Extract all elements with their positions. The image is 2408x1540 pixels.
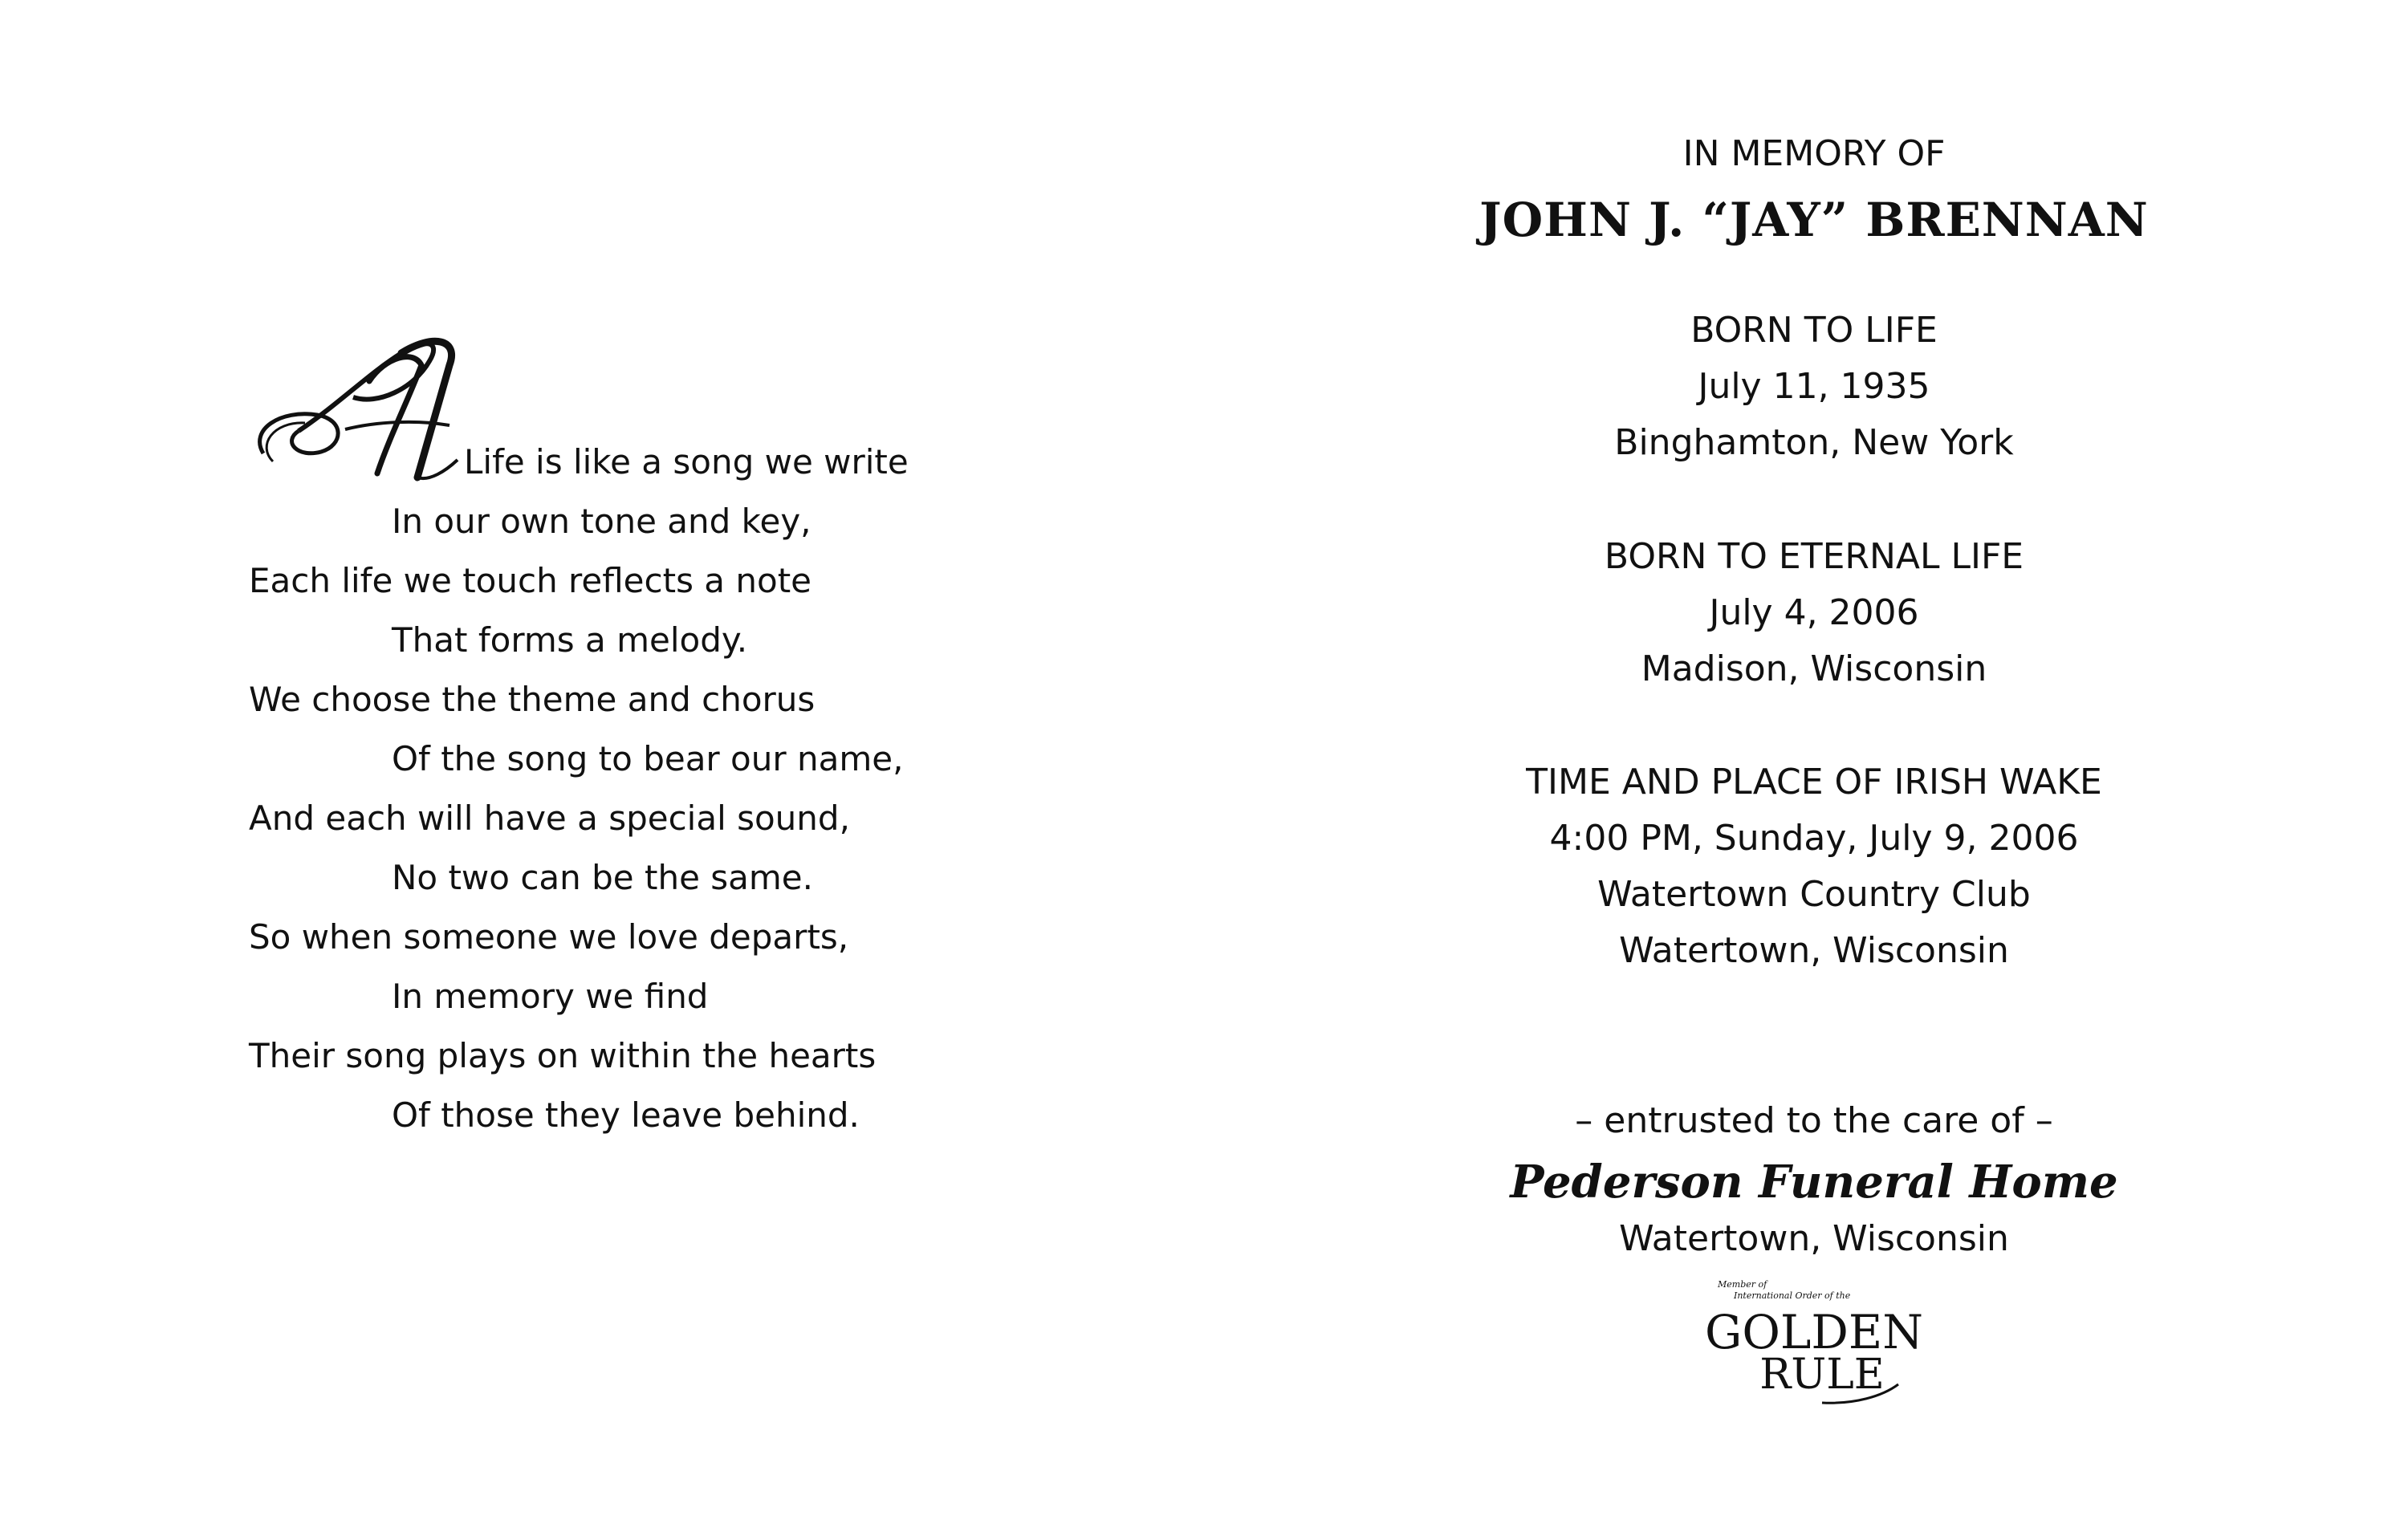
deceased-name: JOHN J. “JAY” BRENNAN	[1479, 193, 2149, 247]
death-date: July 4, 2006	[1709, 592, 1919, 633]
poem-line-10: In memory we find	[392, 977, 709, 1016]
birth-date: July 11, 1935	[1698, 366, 1930, 407]
poem-panel	[249, 325, 1051, 1152]
birth-place: Binghamton, New York	[1614, 422, 2014, 463]
birth-label: BORN TO LIFE	[1690, 310, 1938, 351]
ornate-drop-cap	[249, 325, 490, 486]
death-place: Madison, Wisconsin	[1641, 648, 1987, 689]
logo-member-text-2: International Order of the	[1734, 1290, 1851, 1301]
poem-line-11: Their song plays on within the hearts	[249, 1036, 877, 1075]
care-intro: – entrusted to the care of –	[1575, 1100, 2053, 1141]
poem-line-1: Life is like a song we write	[464, 442, 909, 482]
drop-cap-letter: A	[369, 463, 376, 472]
logo-member-text-1: Member of	[1718, 1279, 1767, 1290]
memory-heading: IN MEMORY OF	[1682, 133, 1946, 174]
logo-word-golden: GOLDEN	[1705, 1305, 1923, 1359]
poem-line-12: Of those they leave behind.	[392, 1095, 860, 1135]
wake-place: Watertown, Wisconsin	[1619, 930, 2009, 971]
golden-rule-logo	[1702, 1276, 1926, 1412]
poem-line-2: In our own tone and key,	[392, 502, 811, 541]
poem-line-7: And each will have a special sound,	[249, 798, 850, 838]
poem-line-3: Each life we touch reflects a note	[249, 561, 812, 600]
wake-venue: Watertown Country Club	[1597, 874, 2031, 915]
poem-line-9: So when someone we love departs,	[249, 917, 849, 957]
memorial-panel	[1429, 128, 2199, 1412]
funeral-home-location: Watertown, Wisconsin	[1619, 1218, 2009, 1259]
death-label: BORN TO ETERNAL LIFE	[1604, 536, 2024, 577]
funeral-home-name: Pederson Funeral Home	[1510, 1156, 2118, 1209]
poem-line-5: We choose the theme and chorus	[249, 680, 816, 719]
poem-line-8: No two can be the same.	[392, 858, 813, 897]
wake-datetime: 4:00 PM, Sunday, July 9, 2006	[1549, 818, 2079, 859]
poem-line-6: Of the song to bear our name,	[392, 739, 904, 778]
logo-word-rule: RULE	[1759, 1351, 1885, 1399]
wake-label: TIME AND PLACE OF IRISH WAKE	[1526, 762, 2102, 803]
poem-line-4: That forms a melody.	[392, 620, 748, 660]
